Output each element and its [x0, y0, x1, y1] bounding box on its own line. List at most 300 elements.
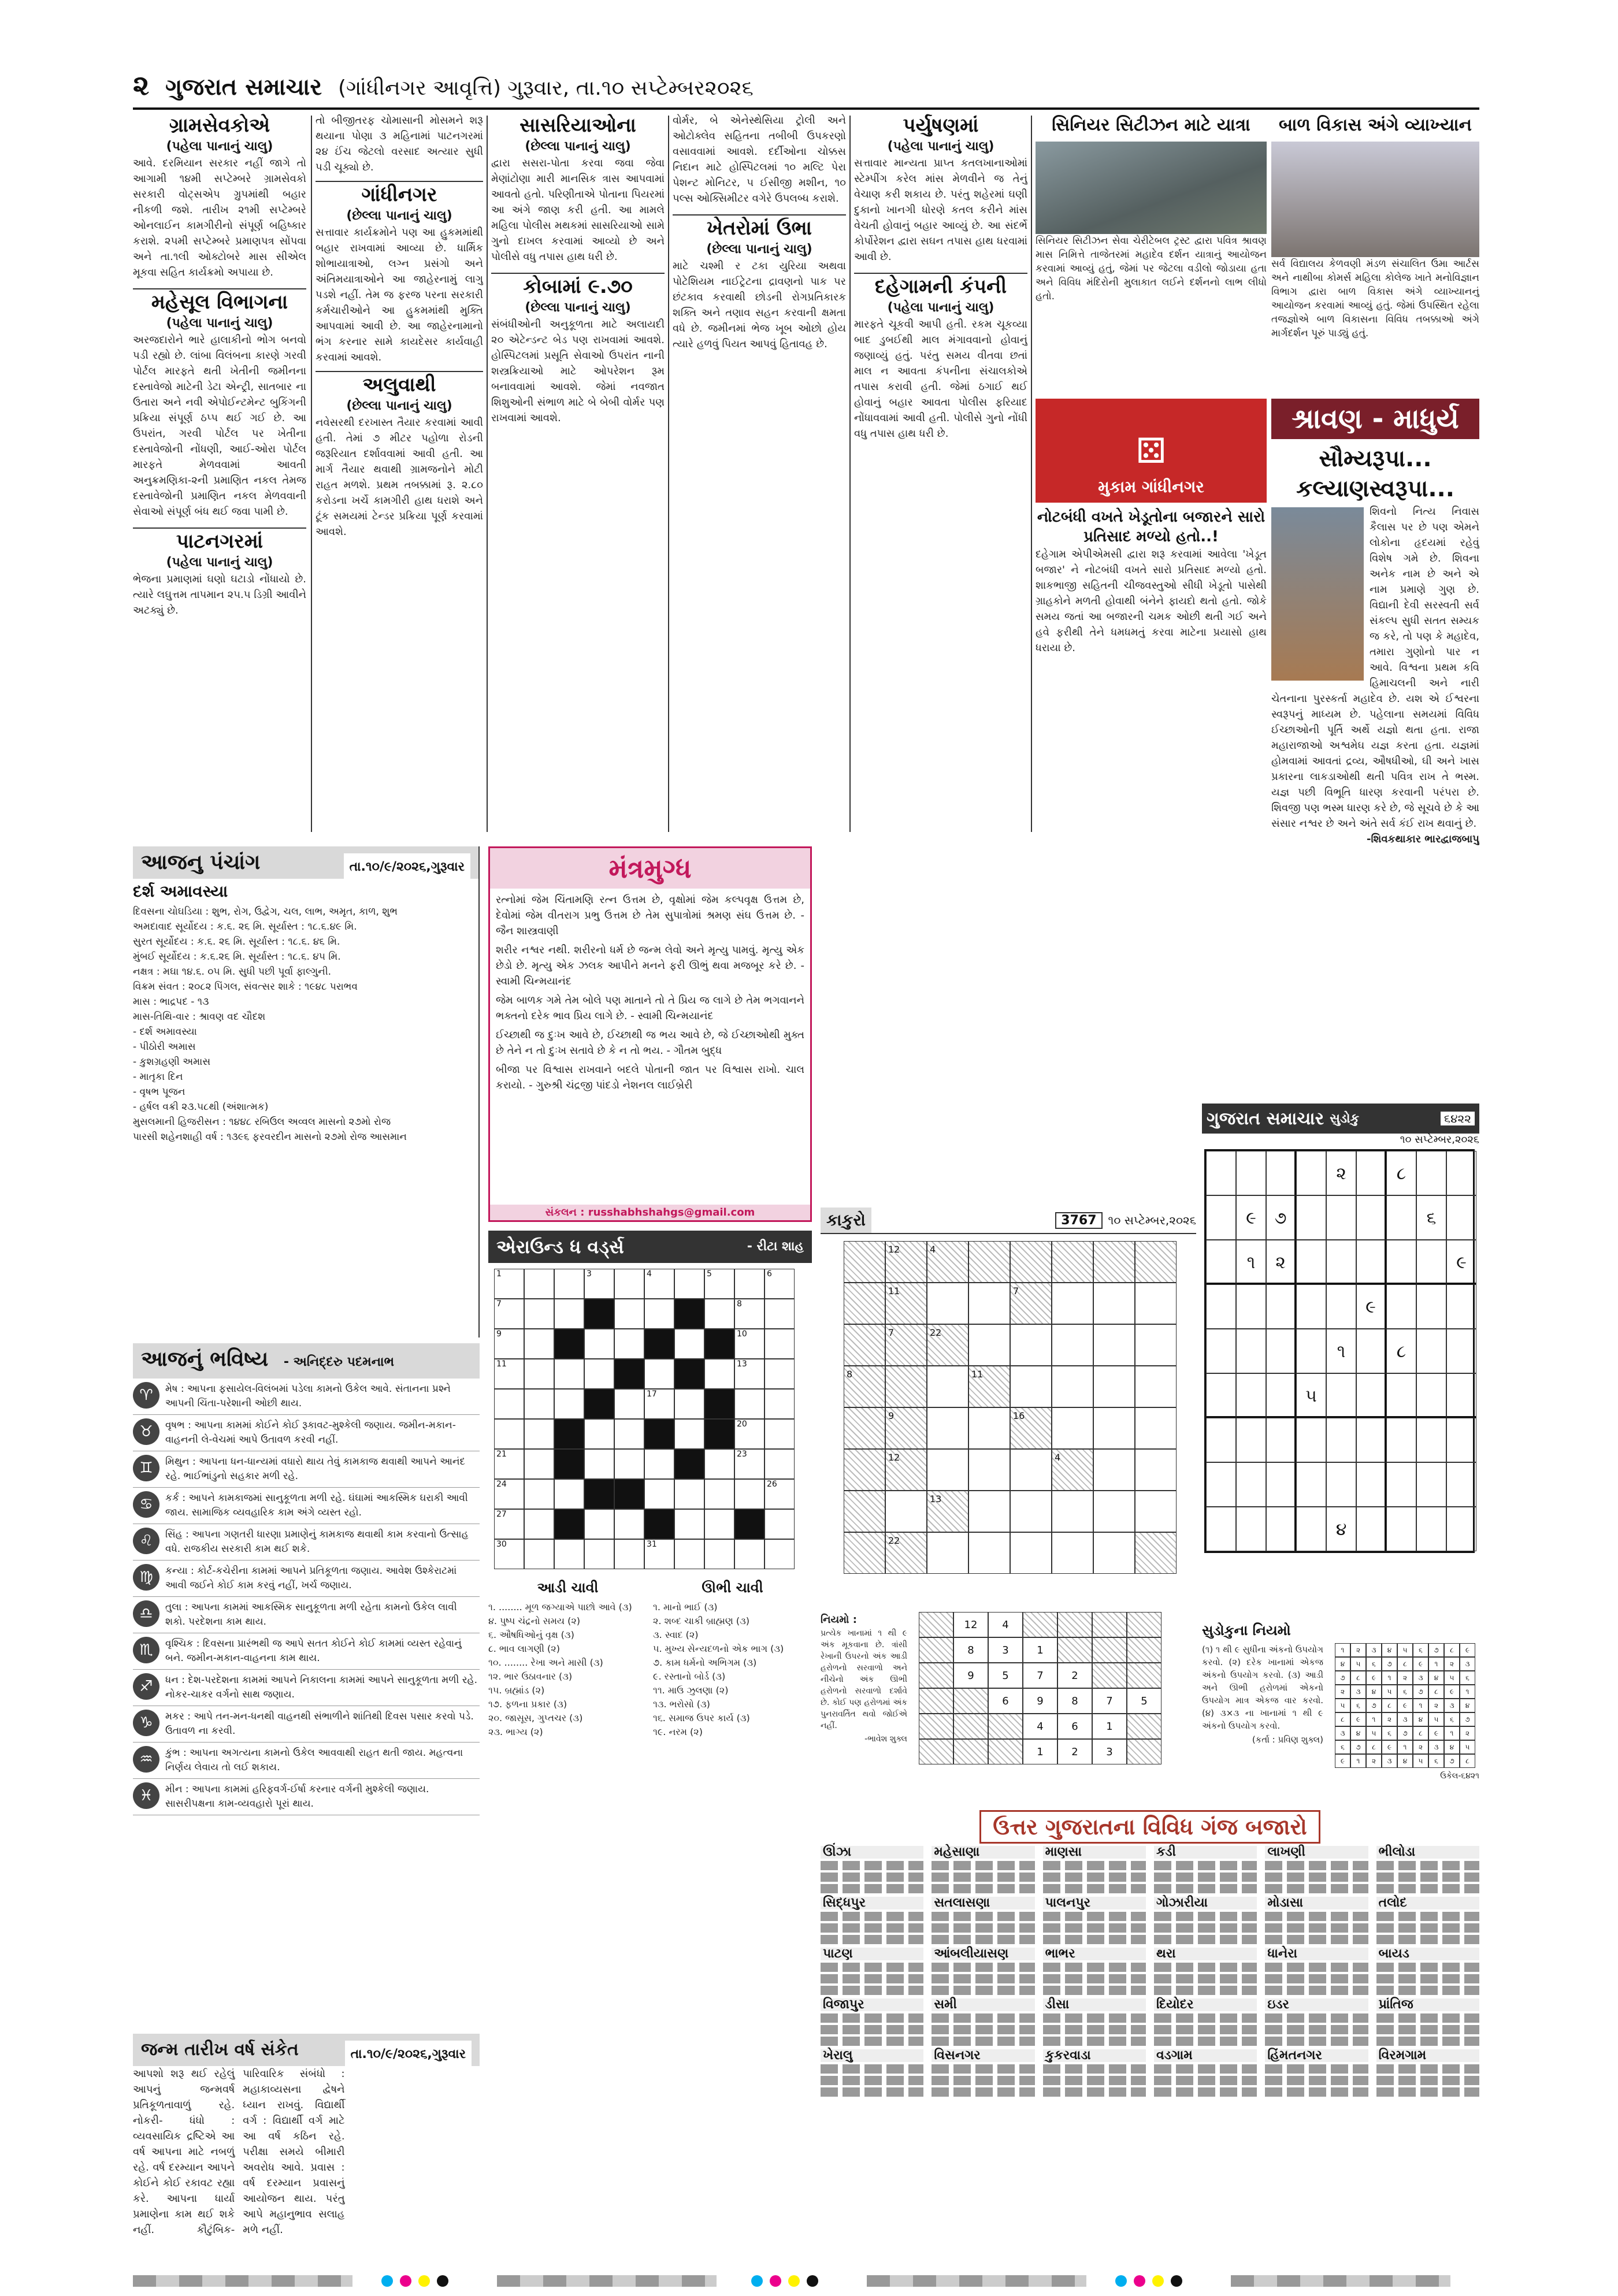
kakuro-cell[interactable] — [1052, 1491, 1093, 1532]
sudoku-cell[interactable] — [1296, 1329, 1326, 1373]
crossword-cell[interactable] — [765, 1329, 795, 1359]
sudoku-cell[interactable] — [1206, 1507, 1236, 1551]
kakuro-cell[interactable] — [968, 1283, 1010, 1324]
print-bar — [867, 2275, 1086, 2287]
kakuro-answer-cell — [953, 1739, 988, 1764]
sudoku-cell[interactable] — [1416, 1373, 1446, 1418]
crossword-cell[interactable] — [494, 1419, 524, 1449]
kakuro-cell[interactable] — [885, 1491, 927, 1532]
kakuro-cell[interactable] — [1052, 1283, 1093, 1324]
crossword-cell[interactable] — [674, 1269, 704, 1299]
sudoku-cell[interactable] — [1326, 1195, 1356, 1240]
kakuro-cell[interactable] — [1135, 1366, 1177, 1407]
sudoku-cell[interactable] — [1236, 1507, 1266, 1551]
panchang-box — [133, 846, 480, 1338]
sudoku-cell[interactable] — [1296, 1240, 1326, 1284]
crossword-cell[interactable]: 13 — [734, 1359, 765, 1389]
crossword-cell[interactable] — [734, 1389, 765, 1419]
kakuro-cell[interactable] — [1093, 1532, 1135, 1574]
crossword-cell[interactable] — [584, 1359, 614, 1389]
market-price-line — [821, 1884, 923, 1893]
kakuro-cell[interactable] — [968, 1324, 1010, 1366]
sudoku-cell[interactable] — [1266, 1151, 1296, 1195]
sudoku-cell[interactable] — [1446, 1462, 1476, 1507]
sudoku-cell[interactable] — [1326, 1418, 1356, 1462]
sudoku-answer-label: ઉકેલ-૬૪૨૧ — [1440, 1771, 1479, 1781]
crossword-cell[interactable] — [765, 1389, 795, 1419]
sudoku-cell[interactable] — [1386, 1284, 1416, 1329]
crossword-cell[interactable] — [765, 1419, 795, 1449]
crossword-cell[interactable] — [674, 1419, 704, 1449]
kakuro-cell[interactable] — [1135, 1407, 1177, 1449]
crossword-cell[interactable] — [765, 1539, 795, 1569]
kakuro-cell[interactable] — [927, 1366, 968, 1407]
market-entry — [1265, 1998, 1368, 2046]
column-divider — [487, 116, 488, 832]
market-price-line — [1043, 2064, 1146, 2074]
crossword-cell[interactable] — [614, 1329, 644, 1359]
kakuro-cell[interactable] — [1010, 1491, 1052, 1532]
horoscope-text: તુલા : આપના કામમાં આકસ્મિક સાનુકૂળતા મળી રહેતા કામનો ઉકેલ લાવી શકો. પરદેશના કામ થાય. — [165, 1602, 457, 1628]
sudoku-cell[interactable] — [1206, 1329, 1236, 1373]
market-entry — [1376, 2049, 1479, 2097]
crossword-cell[interactable]: 3 — [584, 1269, 614, 1299]
sudoku-cell[interactable] — [1206, 1151, 1236, 1195]
crossword-cell[interactable]: 21 — [494, 1449, 524, 1479]
article-cont-mahesul: (પહેલા પાનાનું ચાલુ) — [166, 316, 273, 330]
crossword-cell[interactable]: 9 — [494, 1329, 524, 1359]
sudoku-cell: ૨ — [1326, 1151, 1356, 1195]
crossword-cell[interactable] — [704, 1359, 734, 1389]
market-price-line — [1265, 1861, 1368, 1870]
kakuro-answer-cell — [1057, 1637, 1092, 1663]
crossword-cell[interactable] — [704, 1449, 734, 1479]
sudoku-cell[interactable] — [1416, 1151, 1446, 1195]
sudoku-cell: ૫ — [1296, 1373, 1326, 1418]
market-entry — [1376, 1998, 1479, 2046]
market-price-line — [1154, 1974, 1257, 1983]
sudoku-cell[interactable] — [1326, 1284, 1356, 1329]
crossword-cell[interactable] — [614, 1509, 644, 1539]
around-title: એરાઉન્ડ ધ વર્ડ્સ — [496, 1236, 624, 1258]
sudoku-cell[interactable] — [1416, 1462, 1446, 1507]
market-name: વિજાપુર — [821, 1998, 923, 2011]
market-name: ડીસા — [1043, 1998, 1146, 2011]
article-body-col4top: વોર્મર, બે એનેસ્થેસિયા ટ્રોલી અને ઓટોક્લેવ સહિતના તબીબી ઉપકરણો વસાવવામાં આવશે. દર્દીઓના ચોક્કસ નિદાન માટે હોસ્પિટલમાં ૧૦ મલ્ટિ પેરા પેશન્ટ મોનિટર, ૫ ઈસીજી મશીન, ૧૦ પલ્સ ઓક્સિમીટર વગેરે ઉપલબ્ધ કરાશે. — [673, 114, 846, 205]
market-price-line — [821, 1912, 923, 1921]
market-name: મહેસાણા — [932, 1846, 1034, 1859]
kakuro-cell — [1010, 1241, 1052, 1283]
sudoku-cell[interactable] — [1386, 1373, 1416, 1418]
market-name: મોડાસા — [1265, 1897, 1368, 1909]
sudoku-cell[interactable] — [1296, 1195, 1326, 1240]
crossword-cell[interactable] — [554, 1269, 584, 1299]
kakuro-cell[interactable] — [1052, 1366, 1093, 1407]
article-cont-paryushan: (પહેલા પાનાનું ચાલુ) — [887, 139, 994, 154]
kakuro-answer-cell — [953, 1688, 988, 1714]
kakuro-answer-cell — [919, 1688, 953, 1714]
kakuro-answer-cell — [1127, 1663, 1161, 1688]
sudoku-cell[interactable] — [1266, 1507, 1296, 1551]
market-price-line — [1376, 1923, 1479, 1933]
market-price-line — [821, 1986, 923, 1995]
sudoku-answer-cell: ૫ — [1397, 1643, 1413, 1657]
sudoku-answer-cell: ૭ — [1335, 1671, 1350, 1685]
crossword-cell[interactable] — [524, 1449, 554, 1479]
market-price-line — [1043, 1986, 1146, 1995]
crossword-cell[interactable] — [524, 1389, 554, 1419]
kakuro-answer-cell: 5 — [988, 1663, 1023, 1688]
kakuro-cell[interactable] — [968, 1407, 1010, 1449]
crossword-cell[interactable] — [614, 1389, 644, 1419]
crossword-cell[interactable] — [584, 1419, 614, 1449]
crossword-cell[interactable]: 4 — [644, 1269, 674, 1299]
sudoku-cell[interactable] — [1446, 1329, 1476, 1373]
kakuro-grid[interactable] — [844, 1241, 1196, 1574]
kakuro-cell[interactable] — [927, 1407, 968, 1449]
horoscope-item — [133, 1633, 480, 1670]
kakuro-cell[interactable] — [1135, 1324, 1177, 1366]
kakuro-cell[interactable] — [1135, 1283, 1177, 1324]
kakuro-cell[interactable] — [1093, 1449, 1135, 1491]
sudoku-answer-cell: ૨ — [1428, 1699, 1444, 1712]
sudoku-answer-cell: ૩ — [1350, 1685, 1366, 1699]
crossword-cell[interactable] — [524, 1299, 554, 1329]
sudoku-cell[interactable] — [1446, 1507, 1476, 1551]
horoscope-text: વૃશ્ચિક : દિવસના પ્રારંભથી જ આપે સતત કોઈને કોઈ કામમાં વ્યસ્ત રહેવાનું બને. જમીન-મકાન-વાહનના કામ થાય. — [165, 1638, 462, 1664]
kakuro-cell[interactable] — [1052, 1532, 1093, 1574]
sudoku-answer-cell: ૫ — [1366, 1726, 1382, 1740]
kakuro-cell[interactable] — [1135, 1491, 1177, 1532]
kakuro-cell: 12 — [885, 1241, 927, 1283]
crossword-cell[interactable] — [554, 1359, 584, 1389]
market-name: કુકરવાડા — [1043, 2049, 1146, 2062]
market-price-line — [1043, 1873, 1146, 1882]
kakuro-cell: 11 — [968, 1366, 1010, 1407]
sudoku-answer-cell: ૫ — [1460, 1740, 1475, 1754]
article-body-gramsevak: આવે. દરમિયાન સરકાર નહીં જાગે તો આગામી ૧૪મી સપ્ટેમ્બરે ગ્રામસેવકો સરકારી વોટ્સએપ ગ્રુપમાંથી બહાર નીકળી જશે. તારીખ ૨૧મી સપ્ટેમ્બરે ઓનલાઈન કામગીરીનો સંપૂર્ણ બહિષ્કાર કરાશે. ૨૫મી સપ્ટેમ્બરે પ્રમાણપત્ર સોંપવા અને તા.૧લી ઓક્ટોબરે માસ સીએલ મૂકવા સહિત કાર્યક્રમો અપાયા છે. — [133, 157, 306, 278]
sudoku-cell[interactable] — [1446, 1418, 1476, 1462]
sudoku-answer-cell: ૧ — [1428, 1657, 1444, 1671]
mantra-box — [488, 846, 812, 1222]
crossword-cell[interactable] — [765, 1449, 795, 1479]
sudoku-cell[interactable] — [1446, 1373, 1476, 1418]
sudoku-answer-cell: ૩ — [1428, 1740, 1444, 1754]
crossword-cell[interactable]: 26 — [765, 1479, 795, 1509]
sudoku-cell[interactable] — [1326, 1462, 1356, 1507]
crossword-cell[interactable] — [765, 1299, 795, 1329]
kakuro-cell[interactable] — [1052, 1324, 1093, 1366]
market-entry — [821, 1846, 923, 1893]
crossword-cell[interactable]: 8 — [734, 1299, 765, 1329]
across-head: આડી ચાવી — [537, 1580, 599, 1596]
crossword-cell[interactable] — [674, 1539, 704, 1569]
sudoku-cell[interactable] — [1206, 1195, 1236, 1240]
sudoku-cell[interactable] — [1236, 1462, 1266, 1507]
market-price-line — [821, 2087, 923, 2097]
kakuro-cell[interactable] — [1010, 1532, 1052, 1574]
crossword-cell[interactable]: 24 — [494, 1479, 524, 1509]
sudoku-answer-cell: ૩ — [1366, 1643, 1382, 1657]
sudoku-cell[interactable] — [1296, 1284, 1326, 1329]
crossword-cell[interactable] — [644, 1449, 674, 1479]
crossword-cell[interactable] — [494, 1389, 524, 1419]
crossword-cell[interactable] — [524, 1419, 554, 1449]
kakuro-cell[interactable] — [1093, 1491, 1135, 1532]
market-price-line — [1265, 2037, 1368, 2046]
market-price-line — [1376, 1986, 1479, 1995]
sudoku-cell[interactable] — [1416, 1284, 1446, 1329]
kakuro-cell[interactable] — [1093, 1407, 1135, 1449]
market-price-line — [932, 2076, 1034, 2085]
kakuro-cell[interactable] — [1135, 1449, 1177, 1491]
sudoku-cell[interactable] — [1356, 1151, 1386, 1195]
crossword-cell — [584, 1389, 614, 1419]
crossword-cell[interactable] — [524, 1359, 554, 1389]
sudoku-cell[interactable] — [1266, 1329, 1296, 1373]
crossword-cell[interactable] — [524, 1509, 554, 1539]
crossword-cell[interactable]: 30 — [494, 1539, 524, 1569]
sudoku-cell[interactable] — [1296, 1418, 1326, 1462]
sudoku-answer-cell: ૪ — [1335, 1657, 1350, 1671]
sudoku-cell[interactable] — [1416, 1507, 1446, 1551]
sudoku-cell[interactable] — [1296, 1507, 1326, 1551]
kakuro-number: 3767 — [1055, 1212, 1102, 1229]
crossword-cell[interactable] — [734, 1269, 765, 1299]
crossword-cell[interactable] — [524, 1479, 554, 1509]
sudoku-cell[interactable] — [1326, 1373, 1356, 1418]
balvikas-photo — [1271, 142, 1479, 257]
crossword-cell[interactable]: 1 — [494, 1269, 524, 1299]
crossword-cell[interactable] — [584, 1539, 614, 1569]
crossword-cell[interactable] — [704, 1509, 734, 1539]
sudoku-cell[interactable] — [1326, 1240, 1356, 1284]
crossword-cell[interactable] — [584, 1329, 614, 1359]
sudoku-cell: ૭ — [1266, 1195, 1296, 1240]
sudoku-cell[interactable] — [1446, 1284, 1476, 1329]
crossword-cell[interactable]: 31 — [644, 1539, 674, 1569]
crossword-cell[interactable] — [644, 1299, 674, 1329]
kakuro-cell[interactable] — [1010, 1324, 1052, 1366]
market-price-line — [1154, 1884, 1257, 1893]
sudoku-cell[interactable] — [1356, 1240, 1386, 1284]
horoscope-item — [133, 1379, 480, 1415]
sudoku-cell: ૪ — [1326, 1507, 1356, 1551]
market-price-line — [1154, 2025, 1257, 2034]
sudoku-cell[interactable] — [1356, 1373, 1386, 1418]
kakuro-cell — [844, 1283, 885, 1324]
kakuro-cell[interactable] — [968, 1449, 1010, 1491]
crossword-cell[interactable] — [614, 1269, 644, 1299]
sudoku-rules-box — [1202, 1618, 1479, 1803]
bhavishya-title-bar — [133, 1343, 480, 1379]
around-title-bar — [488, 1231, 812, 1263]
crossword-cell[interactable] — [554, 1389, 584, 1419]
sudoku-cell[interactable] — [1296, 1462, 1326, 1507]
crossword-cell[interactable] — [644, 1359, 674, 1389]
market-name: ગોઝારીયા — [1154, 1897, 1257, 1909]
sudoku-cell[interactable] — [1266, 1373, 1296, 1418]
crossword-cell[interactable]: 23 — [734, 1449, 765, 1479]
article-body-mahesul: અરજદારોને ભારે હાલાકીનો ભોગ બનવો પડી રહ્યો છે. લાંબા વિલંબના કારણે ગરવી પોર્ટલ મારફતે થતી ખેતીની જમીનના દસ્તાવેજો માટેની ડેટા એન્ટ્રી, સાતબાર ના ઉતારા અને નવી એપોઈન્ટમેન્ટ બુકિંગની પ્રક્રિયા સંપૂર્ણ ઠપ્પ થઈ ગઈ છે. આ ઉપરાંત, ગરવી પોર્ટલ પર ખેતીના દસ્તાવેજોની નોંધણી, આઈ-ઓરા પોર્ટલ મારફતે મેળવવામાં આવતી અનુક્રમણિકા-૨ની પ્રમાણિત નકલ તેમજ દસ્તાવેજોની પ્રમાણિત નકલ મેળવવાની સેવાઓ સંપૂર્ણ બંધ થઈ જવા પામી છે. — [133, 334, 306, 518]
sudoku-cell[interactable] — [1356, 1195, 1386, 1240]
crossword-cell[interactable] — [554, 1479, 584, 1509]
crossword-cell[interactable]: 17 — [644, 1389, 674, 1419]
crossword-cell[interactable] — [674, 1509, 704, 1539]
sudoku-cell[interactable] — [1386, 1462, 1416, 1507]
sudoku-cell[interactable] — [1266, 1462, 1296, 1507]
kakuro-answer-cell: 9 — [1023, 1688, 1057, 1714]
zodiac-icon: ♐ — [133, 1673, 159, 1700]
sudoku-cell: ૮ — [1386, 1329, 1416, 1373]
sudoku-answer-cell: ૪ — [1444, 1740, 1460, 1754]
crossword-cell — [584, 1299, 614, 1329]
sudoku-cell[interactable] — [1206, 1373, 1236, 1418]
crossword-cell[interactable] — [765, 1509, 795, 1539]
kakuro-cell[interactable] — [1093, 1366, 1135, 1407]
kakuro-cell: 9 — [885, 1407, 927, 1449]
sudoku-cell[interactable] — [1386, 1240, 1416, 1284]
market-entry — [1376, 1948, 1479, 1995]
crossword-cell[interactable] — [614, 1299, 644, 1329]
crossword-cell[interactable] — [584, 1509, 614, 1539]
horoscope-item — [133, 1524, 480, 1561]
crossword-cell[interactable] — [734, 1539, 765, 1569]
sudoku-cell[interactable] — [1206, 1284, 1236, 1329]
kakuro-answer-cell — [953, 1714, 988, 1739]
sudoku-cell[interactable] — [1296, 1151, 1326, 1195]
crossword-cell[interactable] — [765, 1359, 795, 1389]
sudoku-cell[interactable] — [1416, 1240, 1446, 1284]
kakuro-cell[interactable] — [1010, 1366, 1052, 1407]
horoscope-item — [133, 1597, 480, 1633]
crossword-cell[interactable] — [554, 1299, 584, 1329]
sudoku-cell[interactable] — [1386, 1418, 1416, 1462]
kakuro-cell — [968, 1241, 1010, 1283]
kakuro-cell[interactable] — [1093, 1324, 1135, 1366]
sudoku-cell[interactable] — [1236, 1151, 1266, 1195]
crossword-cell[interactable] — [644, 1479, 674, 1509]
crossword-cell[interactable] — [614, 1539, 644, 1569]
crossword-cell[interactable]: 6 — [765, 1269, 795, 1299]
sudoku-cell[interactable] — [1206, 1462, 1236, 1507]
market-name: પ્રાંતિજ — [1376, 1998, 1479, 2011]
crossword-cell[interactable] — [704, 1539, 734, 1569]
market-price-line — [1043, 2087, 1146, 2097]
sudoku-cell[interactable] — [1386, 1507, 1416, 1551]
kakuro-cell[interactable] — [1010, 1449, 1052, 1491]
kakuro-answer-cell: 8 — [1057, 1688, 1092, 1714]
sudoku-cell[interactable] — [1356, 1418, 1386, 1462]
kakuro-cell[interactable] — [1093, 1283, 1135, 1324]
crossword-cell — [554, 1449, 584, 1479]
around-grid[interactable] — [494, 1269, 812, 1569]
crossword-cell[interactable]: 20 — [734, 1419, 765, 1449]
crossword-cell[interactable] — [524, 1539, 554, 1569]
sudoku-cell[interactable] — [1266, 1418, 1296, 1462]
bazar-list — [821, 1846, 1479, 2100]
crossword-cell[interactable] — [524, 1269, 554, 1299]
crossword-cell[interactable] — [554, 1539, 584, 1569]
kakuro-cell[interactable] — [968, 1532, 1010, 1574]
sudoku-grid[interactable] — [1204, 1149, 1475, 1553]
sudoku-cell: ૧ — [1236, 1240, 1266, 1284]
sudoku-answer-cell: ૮ — [1460, 1754, 1475, 1768]
crossword-cell[interactable] — [704, 1299, 734, 1329]
sudoku-cell[interactable] — [1446, 1151, 1476, 1195]
sudoku-cell: ૬ — [1416, 1195, 1446, 1240]
crossword-cell[interactable] — [734, 1479, 765, 1509]
sudoku-cell[interactable] — [1386, 1195, 1416, 1240]
sudoku-cell[interactable] — [1236, 1329, 1266, 1373]
crossword-cell[interactable] — [614, 1449, 644, 1479]
kakuro-cell[interactable] — [1052, 1407, 1093, 1449]
crossword-cell[interactable]: 27 — [494, 1509, 524, 1539]
horoscope-list — [133, 1379, 480, 1815]
crossword-cell[interactable] — [584, 1449, 614, 1479]
market-entry — [821, 2049, 923, 2097]
crossword-cell[interactable]: 5 — [704, 1269, 734, 1299]
kakuro-answer-cell: 6 — [1057, 1714, 1092, 1739]
crossword-cell[interactable] — [704, 1479, 734, 1509]
market-price-line — [1265, 1923, 1368, 1933]
sudoku-cell[interactable] — [1356, 1329, 1386, 1373]
sudoku-answer-cell: ૭ — [1444, 1754, 1460, 1768]
kakuro-cell[interactable] — [927, 1283, 968, 1324]
market-price-line — [1043, 1884, 1146, 1893]
crossword-cell[interactable] — [674, 1329, 704, 1359]
sudoku-cell[interactable] — [1356, 1462, 1386, 1507]
kakuro-cell[interactable] — [927, 1449, 968, 1491]
sudoku-cell[interactable] — [1356, 1507, 1386, 1551]
sudoku-cell[interactable] — [1236, 1373, 1266, 1418]
kakuro-cell[interactable] — [968, 1491, 1010, 1532]
crossword-cell[interactable]: 7 — [494, 1299, 524, 1329]
sudoku-cell[interactable] — [1266, 1284, 1296, 1329]
mantra-quote: ઈચ્છાથી જ દુઃખ આવે છે, ઈચ્છાથી જ ભય આવે છે, જે ઈચ્છાઓથી મુક્ત છે તેને ન તો દુઃખ સતાવે છે કે ન તો ભય. - ગૌતમ બુદ્ધ — [496, 1029, 804, 1057]
crossword-cell[interactable]: 11 — [494, 1359, 524, 1389]
sudoku-cell[interactable] — [1236, 1418, 1266, 1462]
sudoku-cell: ૯ — [1236, 1195, 1266, 1240]
sudoku-cell[interactable] — [1206, 1418, 1236, 1462]
kakuro-answer-grid — [919, 1612, 1196, 1764]
sudoku-cell[interactable] — [1416, 1329, 1446, 1373]
kakuro-cell — [844, 1407, 885, 1449]
kakuro-answer-cell: 2 — [1057, 1739, 1092, 1764]
crossword-cell[interactable]: 10 — [734, 1329, 765, 1359]
market-price-line — [1265, 2025, 1368, 2034]
mantra-quote: શરીર નશ્વર નથી. શરીરનો ધર્મ છે જન્મ લેવો અને મૃત્યુ પામવું. મૃત્યુ એક છેડો છે. મૃત્યુ એક ઝલક આપીને મનને ફરી ઊભું થવા મજબૂર કરે છે. - સ્વામી ચિન્મયાનંદ — [496, 944, 804, 987]
bhavishya-author: - અનિદ્દરુ પદમનાભ — [283, 1355, 395, 1369]
crossword-cell[interactable] — [674, 1479, 704, 1509]
kakuro-cell — [844, 1491, 885, 1532]
crossword-cell — [554, 1419, 584, 1449]
kakuro-rules-box — [821, 1612, 1196, 1803]
market-price-line — [1265, 1974, 1368, 1983]
crossword-cell[interactable] — [614, 1419, 644, 1449]
kakuro-cell[interactable] — [927, 1532, 968, 1574]
crossword-cell[interactable] — [524, 1329, 554, 1359]
mukam-label: મુકામ ગાંધીનગર — [1098, 477, 1204, 496]
shravan-box — [1271, 399, 1479, 1098]
sudoku-cell[interactable] — [1416, 1418, 1446, 1462]
crossword-cell[interactable] — [674, 1389, 704, 1419]
sudoku-cell[interactable] — [1236, 1284, 1266, 1329]
sudoku-cell[interactable] — [1446, 1195, 1476, 1240]
market-price-line — [1265, 1873, 1368, 1882]
balvikas-caption: સર્વ વિદ્યાલય કેળવણી મંડળ સંચાલિત ઉમા આર્ટસ અને નાથીબા કોમર્સ મહિલા કોલેજ ખાતે મનોવિજ્ઞાન વિભાગ દ્વારા બાળ વિકાસ અંગે વ્યાખ્યાનનું આયોજન કરવામાં આવ્યું હતું. જેમાં ઉપસ્થિત રહેલા તજજ્ઞોએ બાળ વિકાસના વિવિધ તબક્કાઓ અંગે માર્ગદર્શન પૂરું પાડ્યું હતું. — [1271, 258, 1479, 339]
sudoku-cell[interactable] — [1206, 1240, 1236, 1284]
